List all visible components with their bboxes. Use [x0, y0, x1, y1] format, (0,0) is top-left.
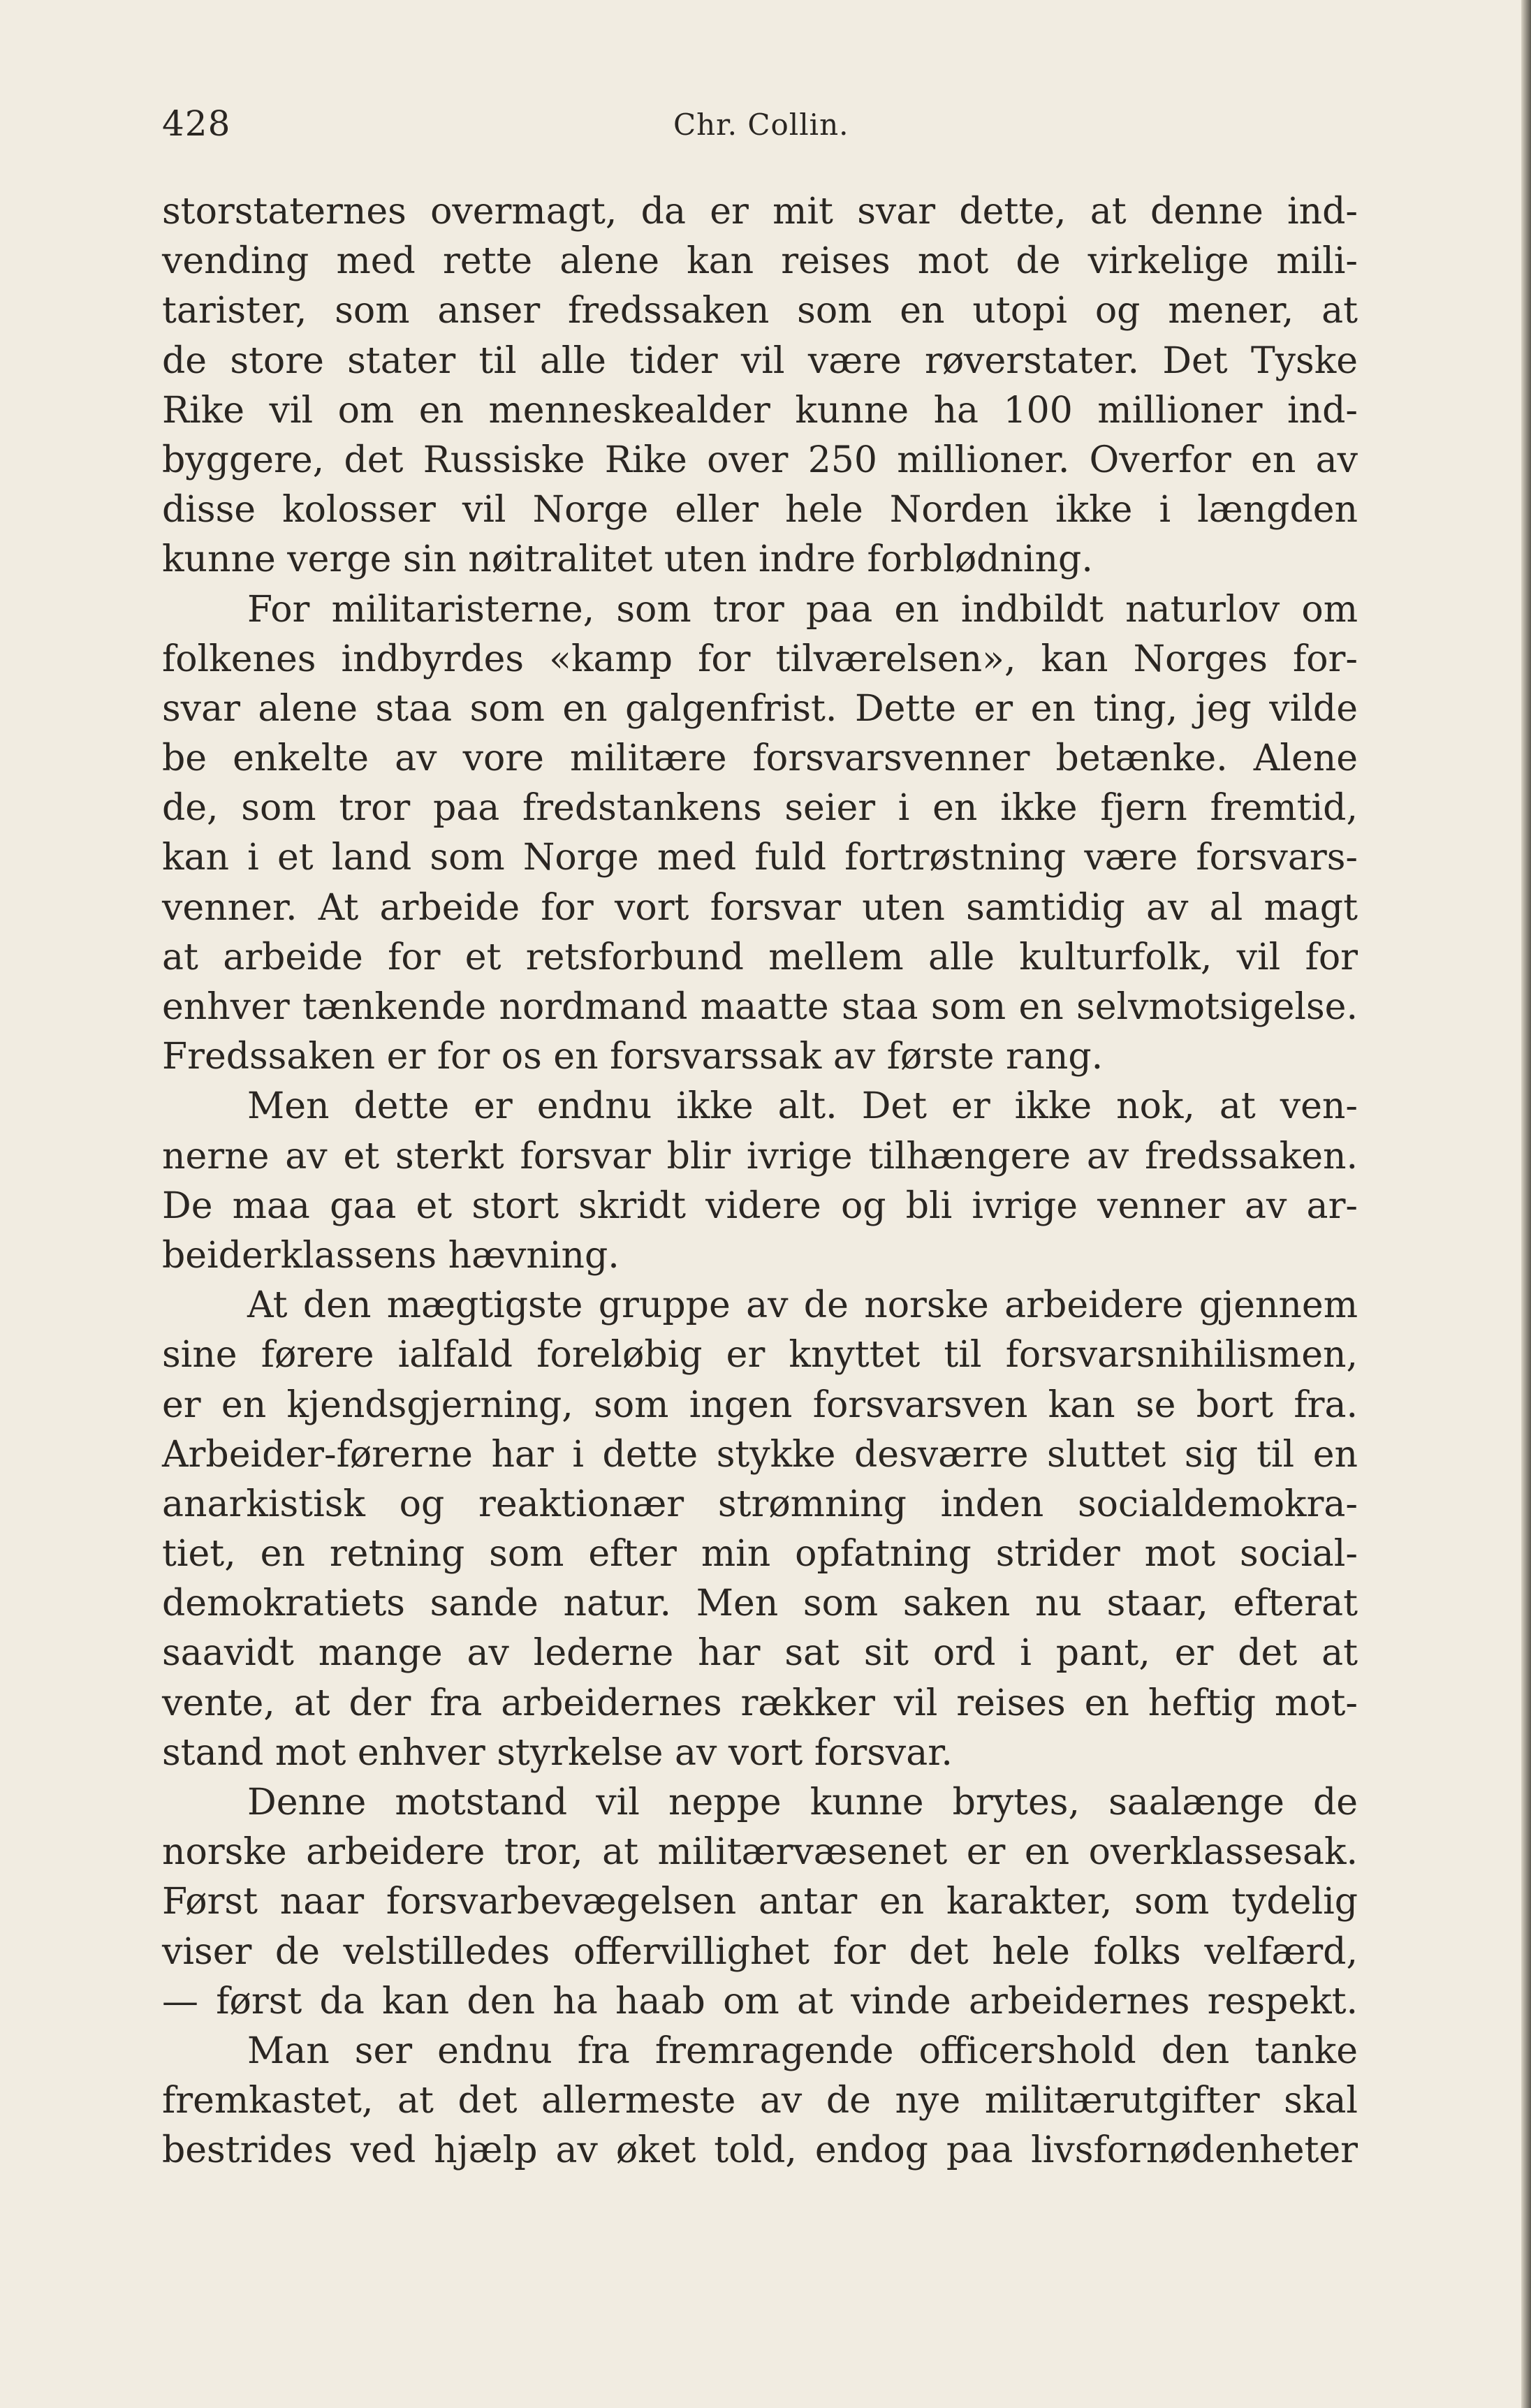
- text-line: be enkelte av vore militære forsvarsvenner betænke. Alene: [162, 737, 1358, 780]
- text-line: norske arbeidere tror, at militærvæsenet er en overklassesak.: [162, 1831, 1358, 1874]
- page-edge: [1521, 0, 1531, 2408]
- text-line: Fredssaken er for os en forsvarssak av første rang.: [162, 1036, 1104, 1078]
- text-line: demokratiets sande natur. Men som saken nu staar, efterat: [162, 1583, 1358, 1625]
- text-line: For militaristerne, som tror paa en indbildt naturlov om: [247, 588, 1358, 631]
- text-line: saavidt mange av lederne har sat sit ord i pant, er det at: [162, 1632, 1358, 1675]
- text-line: de store stater til alle tider vil være røverstater. Det Tyske: [162, 339, 1358, 382]
- text-line: fremkastet, at det allermeste av de nye militærutgifter skal: [162, 2080, 1358, 2122]
- text-line: Man ser endnu fra fremragende officershold den tanke: [247, 2029, 1358, 2072]
- text-line: Men dette er endnu ikke alt. Det er ikke nok, at ven-: [247, 1085, 1358, 1128]
- text-line: tiet, en retning som efter min opfatning strider mot social-: [162, 1533, 1358, 1576]
- text-line: de, som tror paa fredstankens seier i en ikke fjern fremtid,: [162, 787, 1358, 830]
- page-number: 428: [162, 103, 231, 144]
- body-text: [162, 187, 1358, 2176]
- text-line: At den mægtigste gruppe av de norske arbeidere gjennem: [247, 1284, 1358, 1327]
- text-line: bestrides ved hjælp av øket told, endog paa livsfornødenheter: [162, 2129, 1358, 2172]
- text-line: enhver tænkende nordmand maatte staa som en selvmotsigelse.: [162, 986, 1358, 1028]
- text-line: byggere, det Russiske Rike over 250 millioner. Overfor en av: [162, 439, 1358, 481]
- text-line: anarkistisk og reaktionær strømning inden socialdemokra-: [162, 1483, 1358, 1525]
- page-header: [162, 103, 1363, 159]
- text-line: De maa gaa et stort skridt videre og bli ivrige venner av ar-: [162, 1184, 1358, 1227]
- text-line: kunne verge sin nøitralitet uten indre forblødning.: [162, 538, 1093, 581]
- text-line: sine førere ialfald foreløbig er knyttet til forsvarsnihilismen,: [162, 1334, 1358, 1376]
- text-line: Denne motstand vil neppe kunne brytes, saalænge de: [247, 1782, 1358, 1823]
- text-line: viser de velstilledes offervillighet for det hele folks velfærd,: [162, 1930, 1358, 1973]
- text-line: tarister, som anser fredssaken som en utopi og mener, at: [162, 290, 1358, 332]
- text-line: at arbeide for et retsforbund mellem alle kulturfolk, vil for: [162, 936, 1358, 978]
- text-line: storstaternes overmagt, da er mit svar dette, at denne ind-: [162, 191, 1358, 233]
- text-line: disse kolosser vil Norge eller hele Norden ikke i længden: [162, 489, 1358, 531]
- text-line: Arbeider-førerne har i dette stykke desværre sluttet sig til en: [162, 1433, 1358, 1476]
- text-line: beiderklassens hævning.: [162, 1234, 620, 1277]
- text-line: Først naar forsvarbevægelsen antar en karakter, som tydelig: [162, 1881, 1358, 1923]
- text-line: venner. At arbeide for vort forsvar uten samtidig av al magt: [162, 886, 1358, 929]
- text-line: svar alene staa som en galgenfrist. Dette er en ting, jeg vilde: [162, 687, 1358, 730]
- text-line: nerne av et sterkt forsvar blir ivrige tilhængere av fredssaken.: [162, 1135, 1358, 1177]
- text-line: vente, at der fra arbeidernes rækker vil reises en heftig mot-: [162, 1682, 1358, 1724]
- text-line: kan i et land som Norge med fuld fortrøstning være forsvars-: [162, 837, 1358, 879]
- text-line: — først da kan den ha haab om at vinde arbeidernes respekt.: [162, 1980, 1358, 2022]
- text-line: stand mot enhver styrkelse av vort forsvar.: [162, 1731, 953, 1774]
- running-head: Chr. Collin.: [673, 108, 849, 142]
- text-line: Rike vil om en menneskealder kunne ha 100 millioner ind-: [162, 389, 1358, 432]
- text-line: er en kjendsgjerning, som ingen forsvarsven kan se bort fra.: [162, 1383, 1358, 1426]
- text-line: vending med rette alene kan reises mot de virkelige mili-: [162, 240, 1358, 283]
- text-line: folkenes indbyrdes «kamp for tilværelsen», kan Norges for-: [162, 638, 1358, 680]
